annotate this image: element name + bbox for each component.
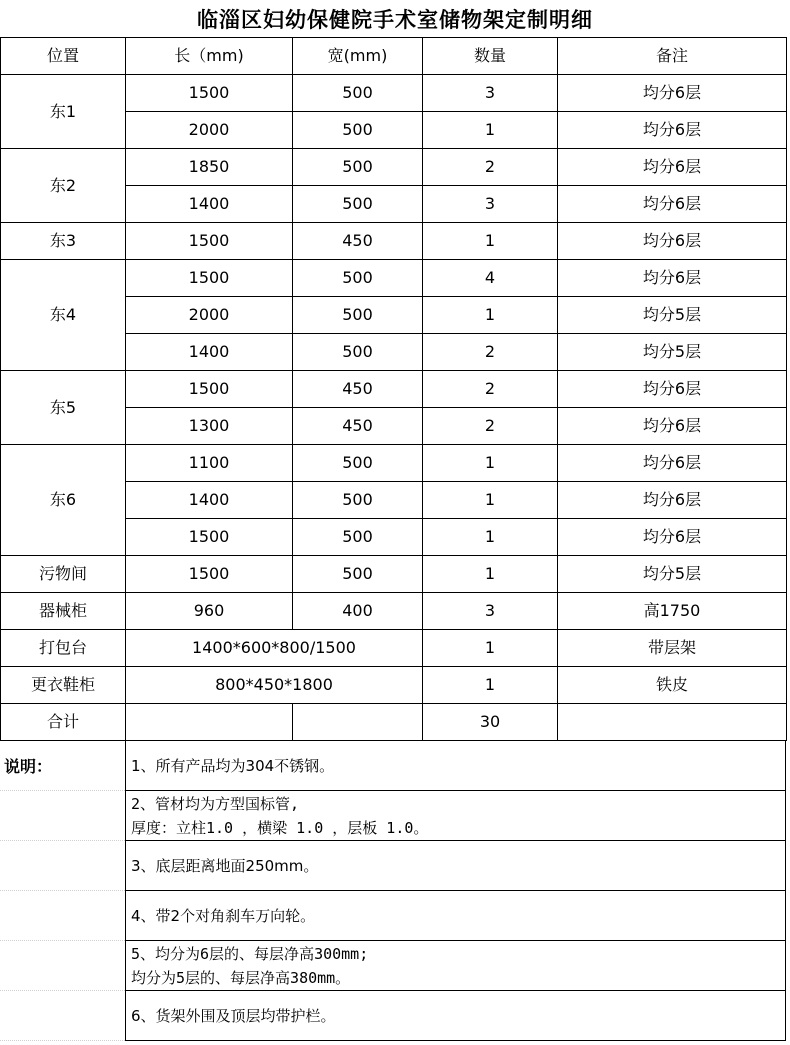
qty-cell: 1 bbox=[423, 630, 558, 667]
qty-cell: 1 bbox=[423, 482, 558, 519]
table-row bbox=[1, 593, 787, 630]
note-line: 2、管材均为方型国标管, bbox=[131, 794, 300, 813]
notes-section bbox=[0, 741, 790, 1041]
table-row bbox=[1, 371, 787, 408]
length-cell: 2000 bbox=[126, 297, 293, 334]
notes-label: 说明： bbox=[0, 741, 125, 791]
total-qty: 30 bbox=[423, 704, 558, 741]
length-cell: 1100 bbox=[126, 445, 293, 482]
note-row bbox=[0, 791, 790, 841]
note-row bbox=[0, 891, 790, 941]
note-text bbox=[125, 891, 786, 941]
note-cell: 均分6层 bbox=[558, 445, 787, 482]
note-line: 1、所有产品均为304不锈钢。 bbox=[131, 756, 335, 775]
width-cell: 500 bbox=[293, 186, 423, 223]
empty-cell bbox=[293, 704, 423, 741]
qty-cell: 1 bbox=[423, 556, 558, 593]
spec-cell: 800*450*1800 bbox=[126, 667, 423, 704]
location-cell: 东4 bbox=[1, 260, 126, 371]
note-cell: 均分6层 bbox=[558, 75, 787, 112]
qty-cell: 1 bbox=[423, 445, 558, 482]
spec-table bbox=[0, 37, 787, 741]
note-text bbox=[125, 791, 786, 841]
qty-cell: 2 bbox=[423, 149, 558, 186]
length-cell: 1500 bbox=[126, 75, 293, 112]
note-text bbox=[125, 841, 786, 891]
width-cell: 500 bbox=[293, 297, 423, 334]
total-row bbox=[1, 704, 787, 741]
location-cell: 东2 bbox=[1, 149, 126, 223]
length-cell: 960 bbox=[126, 593, 293, 630]
note-cell: 均分6层 bbox=[558, 482, 787, 519]
width-cell: 500 bbox=[293, 482, 423, 519]
note-line: 4、带2个对角刹车万向轮。 bbox=[131, 906, 316, 925]
note-cell: 高1750 bbox=[558, 593, 787, 630]
note-cell: 均分6层 bbox=[558, 112, 787, 149]
note-row bbox=[0, 991, 790, 1041]
note-cell: 均分5层 bbox=[558, 297, 787, 334]
width-cell: 500 bbox=[293, 112, 423, 149]
location-cell: 东3 bbox=[1, 223, 126, 260]
header-cell-location: 位置 bbox=[1, 38, 126, 75]
qty-cell: 3 bbox=[423, 75, 558, 112]
width-cell: 500 bbox=[293, 149, 423, 186]
qty-cell: 1 bbox=[423, 223, 558, 260]
note-row bbox=[0, 841, 790, 891]
spec-cell: 1400*600*800/1500 bbox=[126, 630, 423, 667]
note-text bbox=[125, 741, 786, 791]
length-cell: 1500 bbox=[126, 260, 293, 297]
length-cell: 1500 bbox=[126, 223, 293, 260]
note-cell: 均分6层 bbox=[558, 371, 787, 408]
note-cell: 均分5层 bbox=[558, 334, 787, 371]
note-text bbox=[125, 941, 786, 991]
width-cell: 500 bbox=[293, 75, 423, 112]
location-cell: 东1 bbox=[1, 75, 126, 149]
note-row bbox=[0, 941, 790, 991]
note-line: 厚度：立柱1.0 ，横梁 1.0 ，层板 1.0。 bbox=[131, 818, 429, 837]
length-cell: 1400 bbox=[126, 186, 293, 223]
location-cell: 打包台 bbox=[1, 630, 126, 667]
length-cell: 1850 bbox=[126, 149, 293, 186]
page-title: 临淄区妇幼保健院手术室储物架定制明细 bbox=[197, 7, 593, 32]
header-cell-length: 长（mm) bbox=[126, 38, 293, 75]
table-row bbox=[1, 667, 787, 704]
qty-cell: 1 bbox=[423, 667, 558, 704]
table-row bbox=[1, 75, 787, 112]
notes-label-empty bbox=[0, 841, 125, 891]
width-cell: 450 bbox=[293, 371, 423, 408]
qty-cell: 2 bbox=[423, 334, 558, 371]
total-label: 合计 bbox=[1, 704, 126, 741]
qty-cell: 2 bbox=[423, 408, 558, 445]
table-row bbox=[1, 445, 787, 482]
note-cell: 铁皮 bbox=[558, 667, 787, 704]
qty-cell: 2 bbox=[423, 371, 558, 408]
width-cell: 500 bbox=[293, 260, 423, 297]
width-cell: 450 bbox=[293, 223, 423, 260]
note-line: 均分为5层的、每层净高380mm。 bbox=[131, 968, 351, 987]
note-line: 3、底层距离地面250mm。 bbox=[131, 856, 319, 875]
table-row bbox=[1, 260, 787, 297]
table-row bbox=[1, 223, 787, 260]
length-cell: 1500 bbox=[126, 556, 293, 593]
qty-cell: 4 bbox=[423, 260, 558, 297]
header-cell-width: 宽(mm) bbox=[293, 38, 423, 75]
header-row bbox=[1, 38, 787, 75]
length-cell: 2000 bbox=[126, 112, 293, 149]
header-cell-note: 备注 bbox=[558, 38, 787, 75]
qty-cell: 1 bbox=[423, 297, 558, 334]
width-cell: 400 bbox=[293, 593, 423, 630]
notes-label-empty bbox=[0, 991, 125, 1041]
width-cell: 500 bbox=[293, 519, 423, 556]
location-cell: 污物间 bbox=[1, 556, 126, 593]
width-cell: 500 bbox=[293, 334, 423, 371]
qty-cell: 1 bbox=[423, 112, 558, 149]
note-cell: 均分6层 bbox=[558, 223, 787, 260]
notes-label-empty bbox=[0, 791, 125, 841]
header-cell-quantity: 数量 bbox=[423, 38, 558, 75]
length-cell: 1400 bbox=[126, 482, 293, 519]
empty-cell bbox=[558, 704, 787, 741]
length-cell: 1500 bbox=[126, 371, 293, 408]
location-cell: 东6 bbox=[1, 445, 126, 556]
width-cell: 450 bbox=[293, 408, 423, 445]
note-cell: 均分6层 bbox=[558, 186, 787, 223]
note-text bbox=[125, 991, 786, 1041]
note-row bbox=[0, 741, 790, 791]
location-cell: 东5 bbox=[1, 371, 126, 445]
qty-cell: 3 bbox=[423, 593, 558, 630]
note-cell: 带层架 bbox=[558, 630, 787, 667]
location-cell: 器械柜 bbox=[1, 593, 126, 630]
width-cell: 500 bbox=[293, 556, 423, 593]
width-cell: 500 bbox=[293, 445, 423, 482]
note-line: 6、货架外围及顶层均带护栏。 bbox=[131, 1006, 336, 1025]
notes-label-empty bbox=[0, 941, 125, 991]
table-row bbox=[1, 149, 787, 186]
table-row bbox=[1, 630, 787, 667]
qty-cell: 3 bbox=[423, 186, 558, 223]
qty-cell: 1 bbox=[423, 519, 558, 556]
length-cell: 1400 bbox=[126, 334, 293, 371]
note-cell: 均分6层 bbox=[558, 519, 787, 556]
note-cell: 均分5层 bbox=[558, 556, 787, 593]
location-cell: 更衣鞋柜 bbox=[1, 667, 126, 704]
note-cell: 均分6层 bbox=[558, 408, 787, 445]
length-cell: 1500 bbox=[126, 519, 293, 556]
length-cell: 1300 bbox=[126, 408, 293, 445]
table-row bbox=[1, 556, 787, 593]
notes-label-empty bbox=[0, 891, 125, 941]
note-cell: 均分6层 bbox=[558, 149, 787, 186]
empty-cell bbox=[126, 704, 293, 741]
note-line: 5、均分为6层的、每层净高300mm; bbox=[131, 944, 369, 963]
note-cell: 均分6层 bbox=[558, 260, 787, 297]
